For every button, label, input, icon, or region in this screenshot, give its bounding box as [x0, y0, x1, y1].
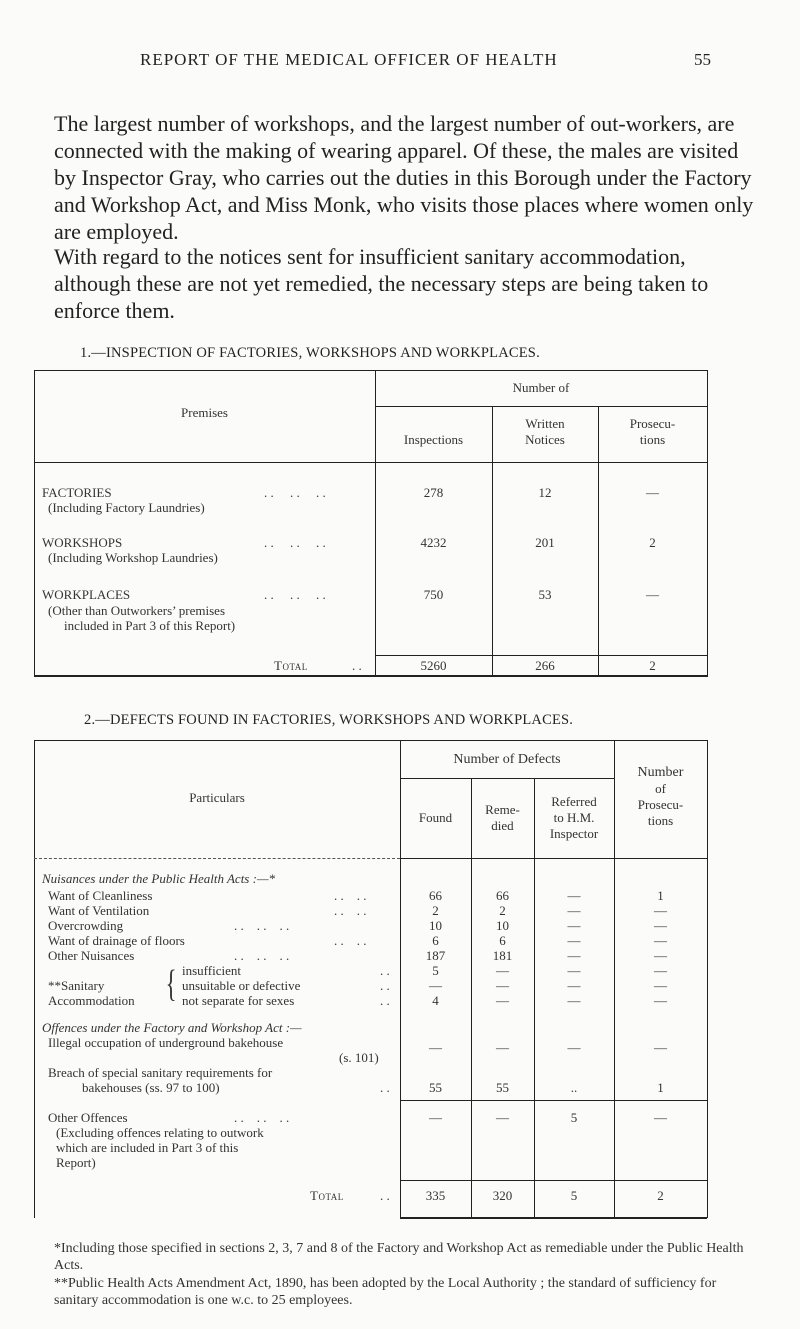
- cell-prosecutions: —: [654, 963, 667, 978]
- cell-remedied: —: [496, 1110, 509, 1125]
- row-leader: . .: [380, 1188, 390, 1203]
- cell-found: —: [429, 978, 442, 993]
- cell-prosecutions: —: [646, 485, 659, 500]
- remedied-header: Reme- died: [485, 802, 520, 833]
- row-leader: . .: [380, 978, 390, 993]
- row-leader: . .: [352, 658, 362, 673]
- cell-remedied: —: [496, 978, 509, 993]
- cell-prosecutions: —: [654, 978, 667, 993]
- row-label: Overcrowding: [48, 918, 124, 933]
- cell-prosecutions: —: [654, 903, 667, 918]
- row-label: Report): [56, 1155, 96, 1170]
- total-label: Total: [274, 658, 308, 673]
- row-label: insufficient: [182, 963, 241, 978]
- written-notices-header: Written Notices: [525, 416, 565, 447]
- row-label: Illegal occupation of underground bakehouse: [48, 1035, 284, 1050]
- row-sublabel: included in Part 3 of this Report): [64, 618, 236, 633]
- cell-found: 66: [429, 888, 442, 903]
- row-label: which are included in Part 3 of this: [56, 1140, 239, 1155]
- particulars-header: Particulars: [189, 790, 245, 805]
- row-leader: . . . . . .: [234, 918, 290, 933]
- row-label: Other Offences: [48, 1110, 128, 1125]
- number-defects-header: Number of Defects: [453, 752, 561, 767]
- inspections-header: Inspections: [403, 432, 464, 447]
- table1-heading: 1.—INSPECTION OF FACTORIES, WORKSHOPS AND WORKPLACES.: [80, 345, 540, 361]
- cell-found: 10: [429, 918, 442, 933]
- cell-remedied: —: [496, 963, 509, 978]
- section-title: Nuisances under the Public Health Acts :—*: [42, 871, 276, 886]
- row-leader: . . . .: [334, 933, 367, 948]
- number-of-header: Number of: [512, 380, 570, 395]
- row-label: Other Nuisances: [48, 948, 135, 963]
- inspection-table: [34, 370, 708, 676]
- sanitary-label: Accommodation: [48, 993, 135, 1008]
- body-paragraph: With regard to the notices sent for insufficient sanitary accommodation, although these are not yet remedied, the necessary steps are being taken to enforce them.: [54, 244, 709, 323]
- cell-remedied: 66: [496, 888, 509, 903]
- premises-header: Premises: [181, 405, 228, 420]
- row-leader: . . . . . .: [264, 535, 326, 550]
- cell-remedied: 2: [499, 903, 506, 918]
- total-prosecutions: 2: [657, 1188, 664, 1203]
- cell-remedied: 6: [499, 933, 506, 948]
- cell-inspections: 750: [423, 587, 444, 602]
- cell-prosecutions: —: [654, 1040, 667, 1055]
- page-number: 55: [694, 50, 711, 69]
- row-label: unsuitable or defective: [182, 978, 301, 993]
- total-notices: 266: [535, 658, 555, 673]
- cell-referred: —: [567, 948, 581, 963]
- row-label: Breach of special sanitary requirements for: [48, 1065, 273, 1080]
- cell-prosecutions: —: [654, 933, 667, 948]
- cell-referred: —: [567, 918, 581, 933]
- cell-remedied: 181: [492, 948, 513, 963]
- row-leader: . .: [380, 1080, 390, 1095]
- row-leader: . . . . . .: [264, 587, 326, 602]
- row-label: not separate for sexes: [182, 993, 295, 1008]
- row-leader: . . . .: [334, 888, 367, 903]
- row-leader: . .: [380, 993, 390, 1008]
- row-sublabel: (Including Workshop Laundries): [48, 550, 218, 565]
- cell-prosecutions: —: [654, 918, 667, 933]
- total-remedied: 320: [492, 1188, 513, 1203]
- total-found: 335: [425, 1188, 446, 1203]
- row-leader: . .: [380, 963, 390, 978]
- running-head: REPORT OF THE MEDICAL OFFICER OF HEALTH: [140, 50, 558, 69]
- row-label: (Excluding offences relating to outwork: [56, 1125, 264, 1140]
- section-title: Offences under the Factory and Workshop Act :—: [42, 1020, 302, 1035]
- prosecutions-header: Number of Prosecu- tions: [637, 765, 684, 828]
- row-leader: . . . . . .: [234, 1110, 290, 1125]
- defects-table-continued: [34, 1100, 708, 1218]
- row-label: WORKSHOPS: [42, 535, 123, 550]
- cell-remedied: —: [496, 993, 509, 1008]
- brace: {: [165, 963, 177, 1005]
- row-sublabel: (Other than Outworkers’ premises: [48, 603, 226, 618]
- body-paragraph: The largest number of workshops, and the largest number of out-workers, are connected with the making of wearing apparel. Of these, the males are visited by Inspector Gray, who carries out the duties in this Borough under the Factory and Workshop Act, and Miss Monk, who visits those places where women only are employed.: [54, 111, 754, 244]
- cell-referred: ..: [570, 1080, 578, 1095]
- total-referred: 5: [570, 1188, 578, 1203]
- cell-prosecutions: —: [654, 993, 667, 1008]
- cell-found: 5: [432, 963, 439, 978]
- referred-header: Referred to H.M. Inspector: [549, 794, 599, 841]
- cell-prosecutions: —: [654, 948, 667, 963]
- found-header: Found: [418, 810, 453, 825]
- cell-notices: 201: [535, 535, 555, 550]
- cell-referred: —: [567, 903, 581, 918]
- cell-found: 4: [432, 993, 439, 1008]
- row-leader: . . . .: [334, 903, 367, 918]
- cell-remedied: —: [496, 1040, 509, 1055]
- row-label: Want of Ventilation: [48, 903, 150, 918]
- cell-prosecutions: 1: [657, 1080, 664, 1095]
- sanitary-label: **Sanitary: [48, 978, 105, 993]
- footnote: **Public Health Acts Amendment Act, 1890, has been adopted by the Local Authority ; the standard of sufficiency for sanitary accommodation is one w.c. to 25 employees.: [54, 1276, 717, 1308]
- row-leader: . . . . . .: [234, 948, 290, 963]
- cell-inspections: 278: [423, 485, 444, 500]
- cell-referred: —: [567, 978, 581, 993]
- cell-found: 187: [425, 948, 446, 963]
- cell-referred: 5: [570, 1110, 578, 1125]
- cell-found: 6: [432, 933, 439, 948]
- row-label: bakehouses (ss. 97 to 100): [82, 1080, 220, 1095]
- cell-prosecutions: —: [646, 587, 659, 602]
- cell-found: —: [429, 1040, 442, 1055]
- row-sublabel: (Including Factory Laundries): [48, 500, 205, 515]
- cell-found: 2: [432, 903, 439, 918]
- cell-remedied: 10: [496, 918, 509, 933]
- cell-prosecutions: 1: [657, 888, 664, 903]
- total-label: Total: [310, 1188, 344, 1203]
- cell-inspections: 4232: [420, 535, 447, 550]
- prosecutions-header: Prosecu- tions: [629, 416, 676, 447]
- table2-heading: 2.—DEFECTS FOUND IN FACTORIES, WORKSHOPS AND WORKPLACES.: [84, 712, 574, 728]
- footnote: *Including those specified in sections 2, 3, 7 and 8 of the Factory and Workshop Act as remediable under the Public Health Acts.: [54, 1241, 744, 1273]
- cell-referred: —: [567, 963, 581, 978]
- cell-prosecutions: —: [654, 1110, 667, 1125]
- row-label: Want of drainage of floors: [48, 933, 185, 948]
- cell-referred: —: [567, 993, 581, 1008]
- defects-table: [34, 740, 708, 1130]
- cell-remedied: 55: [496, 1080, 509, 1095]
- cell-notices: 53: [538, 587, 552, 602]
- cell-notices: 12: [538, 485, 552, 500]
- cell-found: 55: [429, 1080, 442, 1095]
- row-label: Want of Cleanliness: [48, 888, 153, 903]
- row-label: WORKPLACES: [42, 587, 131, 602]
- cell-referred: —: [567, 1040, 581, 1055]
- row-label: (s. 101): [339, 1050, 379, 1065]
- row-label: FACTORIES: [42, 485, 112, 500]
- cell-referred: —: [567, 933, 581, 948]
- cell-found: —: [429, 1110, 442, 1125]
- total-inspections: 5260: [420, 658, 447, 673]
- cell-referred: —: [567, 888, 581, 903]
- total-prosecutions: 2: [649, 658, 656, 673]
- cell-prosecutions: 2: [649, 535, 656, 550]
- row-leader: . . . . . .: [264, 485, 326, 500]
